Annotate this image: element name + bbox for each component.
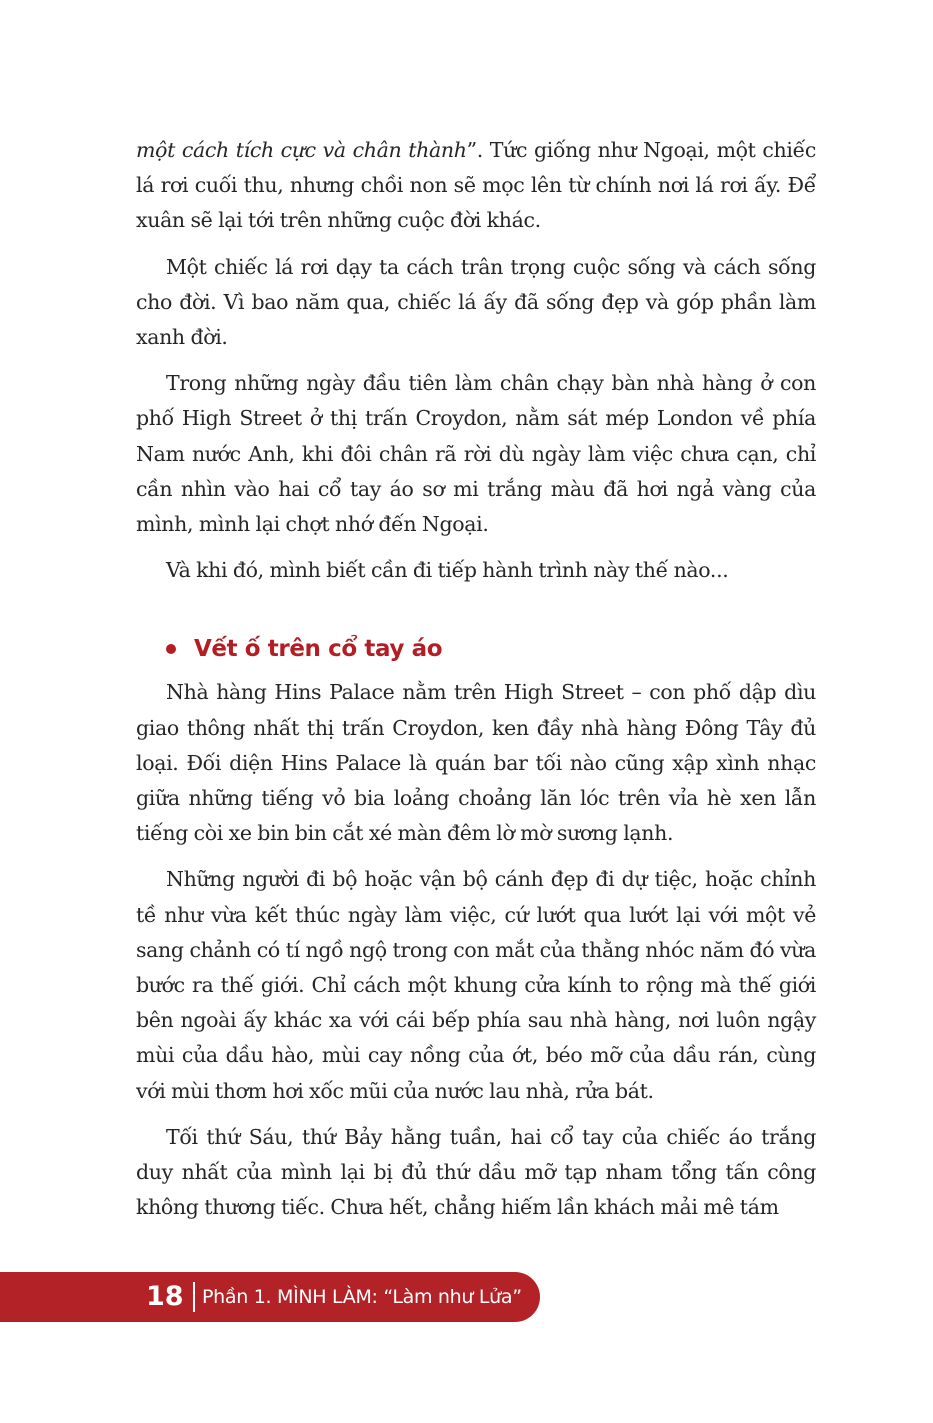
footer-band [0,1272,540,1322]
footer-divider [193,1282,195,1312]
page-body [136,133,816,1236]
section-heading [0,631,816,667]
section-heading-text: Vết ố trên cổ tay áo [194,636,443,663]
paragraph-4: Và khi đó, mình biết cần đi tiếp hành trình này thế nào... [166,558,729,583]
paragraph-1-text: ”. Tức giống như Ngoại, một chiếc lá rơi cuối thu, nhưng chồi non sẽ mọc lên từ chính nơi lá rơi ấy. Để xuân sẽ lại tới trên những cuộc đời khác. [136,138,817,233]
paragraph-6: Những người đi bộ hoặc vận bộ cánh đẹp đi dự tiệc, hoặc chỉnh tề như vừa kết thúc ngày làm việc, cứ lướt qua lướt lại với một vẻ sang chảnh có tí ngồ ngộ trong con mắt của thằng nhóc năm đó vừa bước ra thế giới. Chỉ cách một khung cửa kính to rộng mà thế giới bên ngoài ấy khác xa với cái bếp phía sau nhà hàng, nơi luôn ngậy mùi của dầu hào, mùi cay nồng của ớt, béo mỡ của dầu rán, cùng với mùi thơm hơi xốc mũi của nước lau nhà, rửa bát. [136,867,816,1103]
page-number: 18 [146,1281,184,1312]
paragraph-1-italic: một cách tích cực và chân thành [136,138,467,162]
paragraph-1 [136,133,816,239]
paragraph-3: Trong những ngày đầu tiên làm chân chạy bàn nhà hàng ở con phố High Street ở thị trấn Croydon, nằm sát mép London về phía Nam nước Anh, khi đôi chân rã rời dù ngày làm việc chưa cạn, chỉ cần nhìn vào hai cổ tay áo sơ mi trắng màu đã hơi ngả vàng của mình, mình lại chợt nhớ đến Ngoại. [136,371,816,537]
paragraph-7: Tối thứ Sáu, thứ Bảy hằng tuần, hai cổ tay của chiếc áo trắng duy nhất của mình lại bị đủ thứ dầu mỡ tạp nham tổng tấn công không thương tiếc. Chưa hết, chẳng hiếm lần khách mải mê tám [136,1124,816,1220]
paragraph-5: Nhà hàng Hins Palace nằm trên High Street – con phố dập dìu giao thông nhất thị trấn Croydon, ken đầy nhà hàng Đông Tây đủ loại. Đối diện Hins Palace là quán bar tối nào cũng xập xình nhạc giữa những tiếng vỏ bia loảng choảng lăn lóc trên vỉa hè xen lẫn tiếng còi xe bin bin cắt xé màn đêm lờ mờ sương lạnh. [136,680,816,846]
running-head: Phần 1. MÌNH LÀM: “Làm như Lửa” [202,1286,522,1308]
bullet-icon [166,644,176,654]
paragraph-2: Một chiếc lá rơi dạy ta cách trân trọng cuộc sống và cách sống cho đời. Vì bao năm qua, chiếc lá ấy đã sống đẹp và góp phần làm xanh đời. [136,254,816,350]
